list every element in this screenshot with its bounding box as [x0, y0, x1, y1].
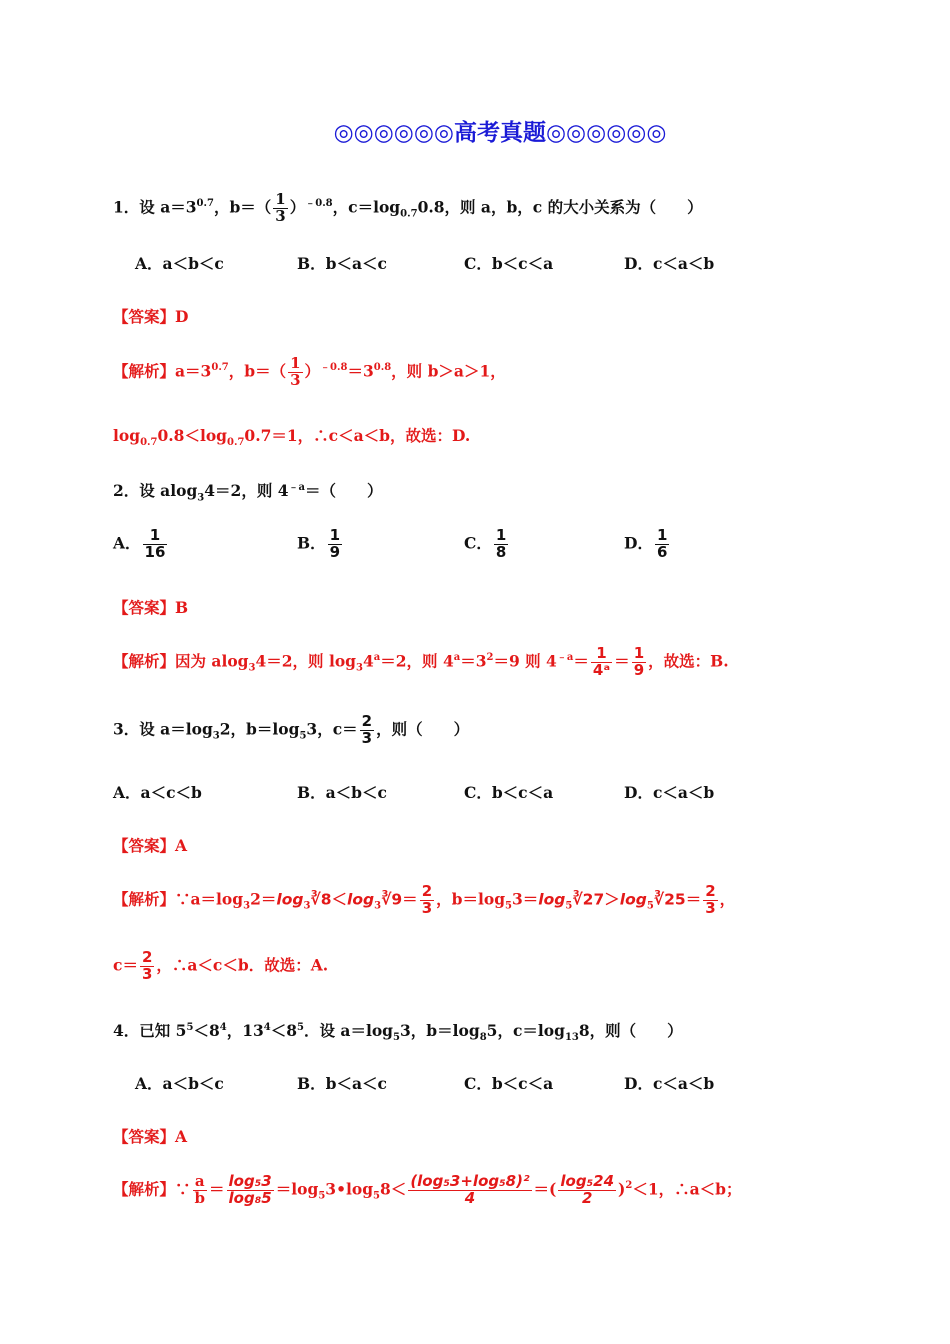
q4-an-frac1-num: a — [193, 1174, 208, 1191]
q2-an-f: ＝9 则 4 — [493, 651, 557, 671]
q4-analysis — [113, 1174, 742, 1207]
q1-exp-b: ﹣0.8 — [305, 198, 333, 210]
q2-an-frac1-num: 1 — [591, 646, 612, 663]
q1-text-c: ，c＝log — [332, 197, 401, 217]
q4-answer: 【答案】A — [113, 1127, 188, 1146]
question-3-stem — [113, 714, 469, 747]
q3-frac-num: 2 — [361, 712, 373, 730]
q2-opt-a-label: A． — [113, 533, 141, 553]
q4-stem-sub2: 8 — [479, 1032, 487, 1044]
q1-analysis-line1: 【解析】$a=3^{0.7}$，b＝（ $\frac{1}{3}$ ）$^{﹣0.8}=3^{0.8}$，则 b＞a＞1， — [113, 354, 506, 389]
q2-opt-b-num: 1 — [329, 526, 341, 544]
q4-stem-b: ＜8 — [193, 1021, 220, 1040]
q2-an-frac1-den: 4ᵃ — [592, 660, 611, 679]
q3-option-d: D．c＜a＜b — [624, 783, 715, 802]
q4-an5: 8＜ — [380, 1179, 407, 1199]
q4-an2: ＝ — [209, 1179, 225, 1199]
q1-an-d: ﹣0.8 — [320, 362, 348, 374]
q2-an-sub2: 3 — [356, 662, 363, 674]
q1-option-d: D．c＜a＜b — [624, 254, 715, 273]
q3-an5: log — [347, 890, 375, 909]
q4-an-fraction4 — [558, 1174, 616, 1207]
q2-stem-b: 4＝2，则 4 — [204, 481, 289, 501]
q3-an-frac1-den: 3 — [421, 898, 433, 917]
q1-sub-c: 0.7 — [400, 208, 418, 220]
q3-line2-frac-den: 3 — [141, 964, 153, 983]
q4-an7: ) — [618, 1179, 626, 1199]
q2-stem-sup: ﹣a — [288, 482, 306, 493]
q2-an-a: 【解析】因为 alog — [113, 651, 249, 671]
q3-an11: log — [619, 890, 647, 909]
q4-an-fraction2 — [227, 1174, 274, 1207]
q3-an1-sub: 3 — [243, 900, 251, 912]
q4-an3-sub: 5 — [318, 1190, 326, 1202]
q3-stem-c: 3，c＝ — [306, 719, 358, 739]
q2-opt-d-fraction — [655, 528, 669, 561]
q2-an-sup4: ﹣a — [556, 652, 574, 664]
q4-stem-c: ，13 — [226, 1021, 264, 1040]
q3-stem-sub2: 5 — [299, 730, 307, 742]
q3-an7-sub: 5 — [505, 900, 512, 912]
q3-stem-b: 2，b＝log — [219, 719, 300, 739]
q3-an9: log — [538, 890, 566, 909]
q2-opt-a-fraction — [143, 528, 168, 561]
q3-analysis-line2 — [113, 950, 328, 983]
q4-an6: ＝( — [533, 1179, 557, 1199]
q3-an10: ∛27＞ — [572, 890, 620, 909]
q3-option-b: B．a＜b＜c — [297, 783, 387, 802]
q4-an-frac3-num: (log₅3+log₅8)² — [410, 1172, 530, 1190]
q3-analysis-line1 — [113, 884, 735, 917]
q2-analysis — [113, 646, 729, 679]
q3-option-c: C．b＜c＜a — [464, 783, 554, 802]
q1-an-frac-den: 3 — [290, 370, 301, 389]
q2-opt-a-den: 16 — [144, 542, 166, 561]
q4-an-frac2-num: log₅3 — [228, 1172, 272, 1190]
q1-text-a: a＝3 — [160, 197, 197, 217]
q2-an-frac2-num: 1 — [633, 644, 645, 662]
question-2-stem — [113, 478, 383, 503]
q2-stem-a: 2．设 alog — [113, 481, 198, 501]
q1-an-c: ，b＝（ — [228, 361, 287, 381]
q1-text-b: ，b＝（ — [213, 197, 272, 217]
q3-stem-d: ，则（ ） — [376, 719, 470, 739]
q2-an-sub1: 3 — [248, 662, 256, 674]
q1-frac-num: 1 — [275, 190, 286, 208]
q2-opt-d-den: 6 — [656, 542, 668, 561]
q1-text-end: 0.8，则 a，b，c 的大小关系为（ ） — [417, 197, 703, 217]
q4-stem-e: ．设 a＝log — [304, 1021, 394, 1040]
q3-an9-sub: 5 — [565, 900, 573, 912]
q3-an13: ， — [719, 889, 736, 909]
q1-analysis-label: 【解析】 — [113, 361, 176, 381]
q2-opt-c-num: 1 — [495, 526, 507, 544]
q1-an-fraction — [288, 356, 302, 389]
q2-opt-c-fraction — [494, 528, 508, 561]
q3-line2b: ，∴a＜c＜b．故选：A. — [156, 955, 329, 975]
q3-an-fraction1 — [420, 884, 434, 917]
q2-an-g: ＝ — [573, 651, 589, 671]
q2-answer: 【答案】B — [113, 598, 189, 617]
q3-an7: ，b＝log — [436, 889, 506, 909]
q2-an-sup2: a — [453, 652, 461, 664]
q4-stem-sub1: 5 — [393, 1032, 400, 1044]
q1-number: 1．设 — [113, 197, 161, 217]
q2-option-c — [464, 528, 510, 561]
q2-an-c: 4 — [362, 651, 374, 671]
q4-an-frac4-num: log₅24 — [560, 1172, 615, 1190]
q4-an-frac4-den: 2 — [581, 1188, 593, 1207]
q4-an4-sub: 5 — [373, 1190, 381, 1202]
q2-option-a — [113, 528, 169, 561]
q3-stem-sub1: 3 — [212, 730, 220, 742]
q4-option-d: D．c＜a＜b — [624, 1074, 715, 1093]
question-1-stem: 1．设 $a=3^{0.7}$，b＝（ $\frac{1}{3}$ ）$^{﹣0.8}$，$c=\log_{0.7}0.8$，则 a，b，c 的大小关系为（ ） — [113, 190, 703, 225]
q1-an-f: 0.8 — [373, 362, 392, 374]
q3-an11-sub: 5 — [646, 900, 654, 912]
q1-answer: 【答案】D — [113, 307, 189, 326]
q3-an4: ∛8＜ — [310, 890, 348, 909]
q2-an-b: 4＝2，则 log — [255, 651, 357, 671]
q3-an-fraction2 — [703, 884, 717, 917]
q1-option-a: A．a＜b＜c — [135, 254, 224, 273]
q1-an-a: a＝3 — [175, 361, 212, 381]
q4-option-a: A．a＜b＜c — [135, 1074, 224, 1093]
q4-stem-sup2: 4 — [219, 1021, 227, 1033]
q2-stem-sub: 3 — [197, 492, 205, 504]
q4-an7-sup: 2 — [625, 1180, 633, 1192]
q4-an4: 3•log — [325, 1179, 374, 1199]
q2-an-sup3: 2 — [486, 652, 494, 664]
q4-stem-a: 4．已知 5 — [113, 1021, 187, 1040]
q3-an-frac2-den: 3 — [705, 898, 716, 917]
q3-an5-sub: 3 — [374, 900, 382, 912]
q1-analysis-line2 — [113, 424, 470, 448]
q3-line2a: c＝ — [113, 955, 138, 975]
q1-an2-b: 0.7 — [140, 437, 158, 449]
q1-an2-e: 0.7＝1，∴c＜a＜b，故选：D. — [244, 426, 471, 445]
q4-an1: 【解析】∵ — [113, 1179, 191, 1199]
q2-opt-b-den: 9 — [329, 542, 341, 561]
q2-opt-a-num: 1 — [143, 528, 168, 545]
q4-stem-h: 8，则（ ） — [578, 1021, 683, 1040]
q2-an-fraction1 — [591, 646, 612, 679]
q3-an3: log — [276, 890, 304, 909]
q4-stem-sub3: 13 — [564, 1032, 579, 1044]
q3-an3-sub: 3 — [303, 900, 311, 912]
q2-opt-b-fraction — [328, 528, 342, 561]
q3-an-frac1-num: 2 — [421, 882, 433, 900]
q4-option-b: B．b＜a＜c — [297, 1074, 387, 1093]
q3-an6: ∛9＝ — [381, 890, 418, 909]
q4-an-frac2-den: log₈5 — [228, 1188, 272, 1207]
q3-stem-a: 3．设 a＝log — [113, 719, 213, 739]
q4-stem-f: 3，b＝log — [400, 1021, 480, 1040]
q1-frac-den: 3 — [275, 206, 286, 225]
q3-an12: ∛25＝ — [653, 890, 702, 909]
q4-option-c: C．b＜c＜a — [464, 1074, 554, 1093]
q4-an-fraction1 — [193, 1174, 208, 1207]
q2-an-fraction2 — [632, 646, 646, 679]
q2-opt-c-den: 8 — [495, 542, 507, 561]
q1-exp-a: 0.7 — [196, 198, 214, 210]
q1-fraction — [273, 192, 287, 225]
q2-an-e: ＝3 — [460, 651, 487, 671]
q4-stem-d: ＜8 — [270, 1021, 298, 1040]
q1-an2-a: log — [113, 426, 141, 445]
q1-an-b: 0.7 — [211, 362, 229, 374]
q3-line2-frac-num: 2 — [141, 948, 153, 966]
q2-an-d: ＝2，则 4 — [380, 651, 454, 671]
q4-an8: ＜1，∴a＜b； — [632, 1179, 742, 1199]
q2-an-h: ＝ — [614, 651, 630, 671]
q2-opt-c-label: C． — [464, 533, 492, 553]
q4-stem-sup3: 4 — [263, 1021, 271, 1033]
page-title: ◎◎◎◎◎◎高考真题◎◎◎◎◎◎ — [333, 119, 667, 146]
q4-an3: ＝log — [275, 1179, 319, 1199]
q4-stem-sup1: 5 — [186, 1021, 194, 1033]
q2-stem-c: ＝（ ） — [305, 481, 383, 501]
q2-option-b — [297, 528, 344, 561]
q4-an-frac1-den: b — [194, 1188, 206, 1207]
q1-an-frac-num: 1 — [290, 354, 301, 372]
q2-opt-d-num: 1 — [656, 526, 668, 544]
q2-option-d — [624, 528, 671, 561]
q1-an-e: ＝3 — [347, 361, 374, 381]
q4-an-frac3-den: 4 — [464, 1188, 476, 1207]
q1-option-b: B．b＜a＜c — [297, 254, 387, 273]
q3-answer: 【答案】A — [113, 836, 188, 855]
q1-an-g: ，则 b＞a＞1， — [391, 361, 506, 381]
q4-an-fraction3 — [408, 1174, 531, 1207]
q3-option-a: A．a＜c＜b — [113, 783, 202, 802]
q1-an2-c: 0.8＜log — [157, 426, 228, 445]
q3-an1: 【解析】∵a＝log — [113, 889, 244, 909]
q1-option-c: C．b＜c＜a — [464, 254, 554, 273]
q2-opt-b-label: B． — [297, 533, 326, 553]
q3-an8: 3＝ — [512, 889, 539, 909]
q3-line2-fraction — [140, 950, 154, 983]
q2-opt-d-label: D． — [624, 533, 653, 553]
q3-frac-den: 3 — [361, 728, 373, 747]
q2-an-i: ，故选：B. — [648, 651, 729, 671]
q4-stem-g: 5，c＝log — [486, 1021, 565, 1040]
q3-an2: 2＝ — [250, 889, 277, 909]
q4-stem-sup4: 5 — [297, 1021, 305, 1033]
q1-an2-d: 0.7 — [227, 437, 245, 449]
q2-an-sup1: a — [373, 652, 381, 664]
q3-an-frac2-num: 2 — [705, 882, 716, 900]
q2-an-frac2-den: 9 — [633, 660, 645, 679]
question-4-stem — [113, 1019, 683, 1043]
q3-stem-fraction — [360, 714, 374, 747]
